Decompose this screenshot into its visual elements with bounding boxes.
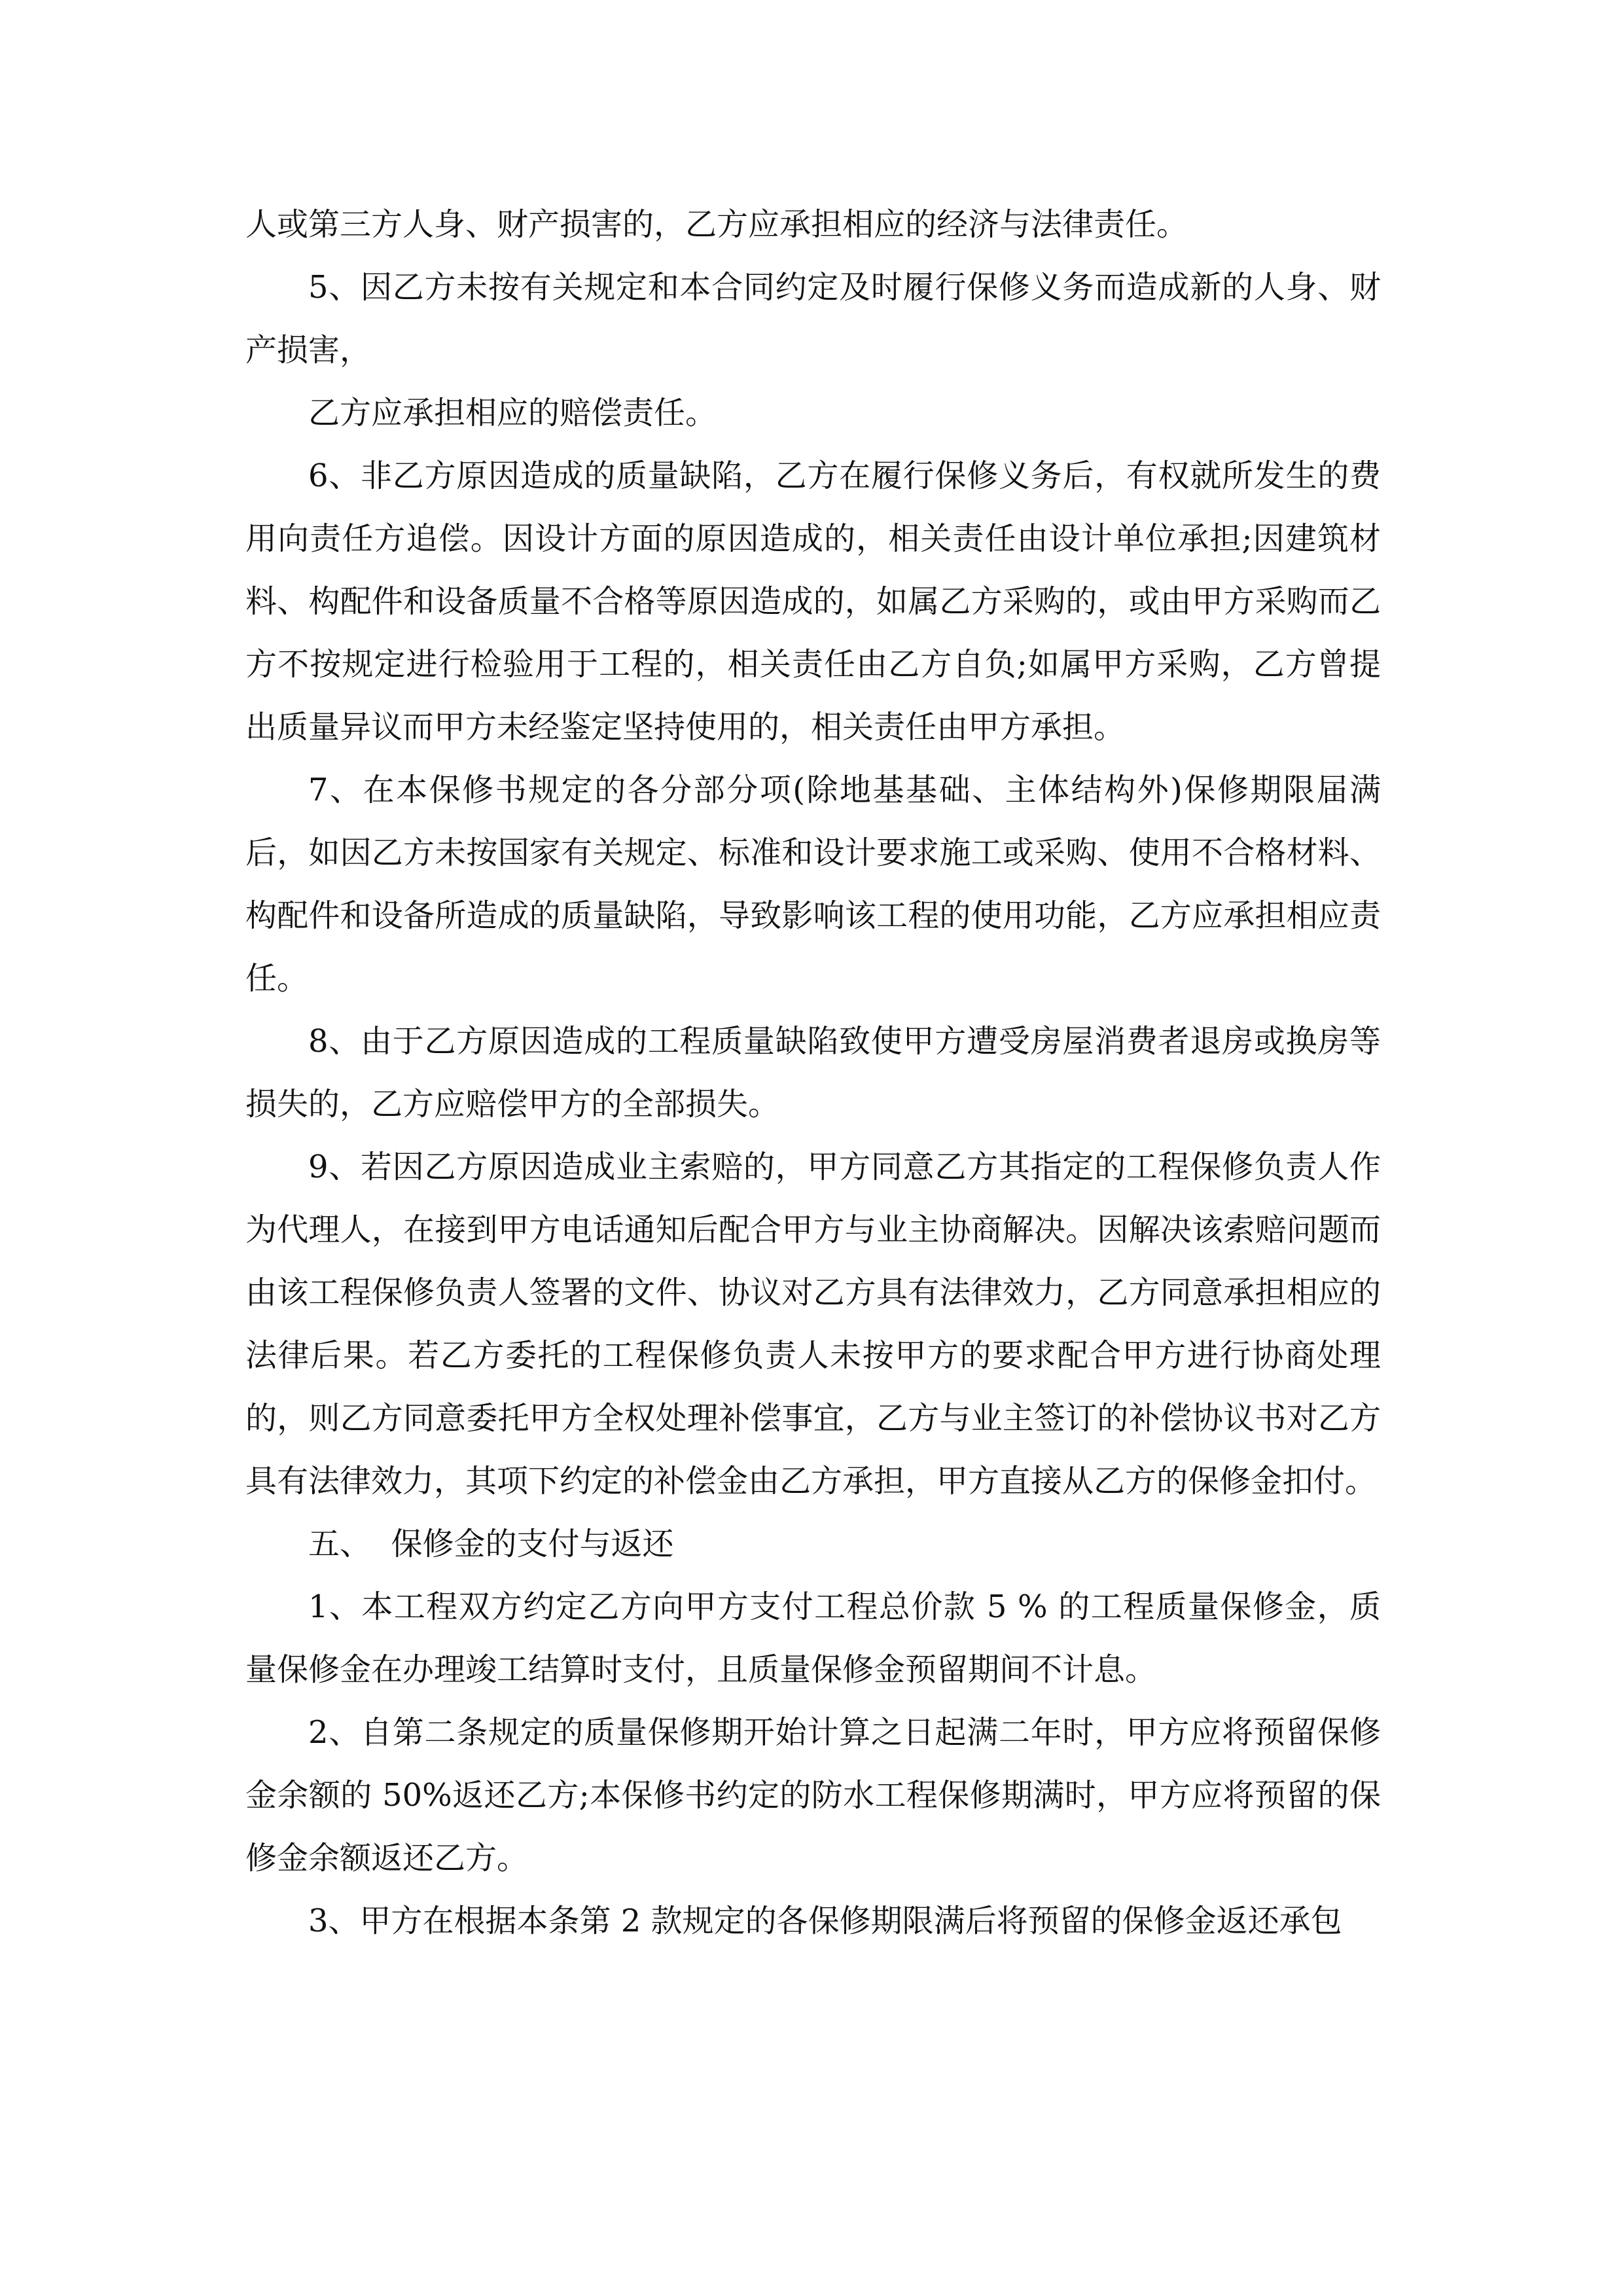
clause-6: 6、非乙方原因造成的质量缺陷，乙方在履行保修义务后，有权就所发生的费用向责任方追偿。因设计方面的原因造成的，相关责任由设计单位承担;因建筑材料、构配件和设备质量不合格等原因造成的，如属乙方采购的，或由甲方采购而乙方不按规定进行检验用于工程的，相关责任由乙方自负;如属甲方采购，乙方曾提出质量异议而甲方未经鉴定坚持使用的，相关责任由甲方承担。 xyxy=(245,457,1381,745)
clause-5-continuation: 乙方应承担相应的赔偿责任。 xyxy=(308,395,717,431)
clause-7: 7、在本保修书规定的各分部分项(除地基基础、主体结构外)保修期限届满后，如因乙方未按国家有关规定、标准和设计要求施工或采购、使用不合格材料、构配件和设备所造成的质量缺陷，导致影响该工程的使用功能，乙方应承担相应责任。 xyxy=(245,772,1381,997)
clause-8: 8、由于乙方原因造成的工程质量缺陷致使甲方遭受房屋消费者退房或换房等损失的，乙方应赔偿甲方的全部损失。 xyxy=(245,1023,1381,1122)
section-5-clause-2: 2、自第二条规定的质量保修期开始计算之日起满二年时，甲方应将预留保修金余额的 50%返还乙方;本保修书约定的防水工程保修期满时，甲方应将预留的保修金余额返还乙方。 xyxy=(245,1714,1381,1876)
paragraph-continuation: 人或第三方人身、财产损害的，乙方应承担相应的经济与法律责任。 xyxy=(245,206,1188,243)
document-body xyxy=(245,193,1381,1952)
clause-9: 9、若因乙方原因造成业主索赔的，甲方同意乙方其指定的工程保修负责人作为代理人，在接到甲方电话通知后配合甲方与业主协商解决。因解决该索赔问题而由该工程保修负责人签署的文件、协议对乙方具有法律效力，乙方同意承担相应的法律后果。若乙方委托的工程保修负责人未按甲方的要求配合甲方进行协商处理的，则乙方同意委托甲方全权处理补偿事宜，乙方与业主签订的补偿协议书对乙方具有法律效力，其项下约定的补偿金由乙方承担，甲方直接从乙方的保修金扣付。 xyxy=(245,1149,1381,1499)
section-5-clause-3: 3、甲方在根据本条第 2 款规定的各保修期限满后将预留的保修金返还承包 xyxy=(308,1903,1342,1939)
section-heading-5: 五、 保修金的支付与返还 xyxy=(308,1526,674,1562)
clause-5: 5、因乙方未按有关规定和本合同约定及时履行保修义务而造成新的人身、财产损害， xyxy=(245,269,1381,368)
section-5-clause-1: 1、本工程双方约定乙方向甲方支付工程总价款 5 % 的工程质量保修金，质量保修金在办理竣工结算时支付，且质量保修金预留期间不计息。 xyxy=(245,1588,1381,1688)
